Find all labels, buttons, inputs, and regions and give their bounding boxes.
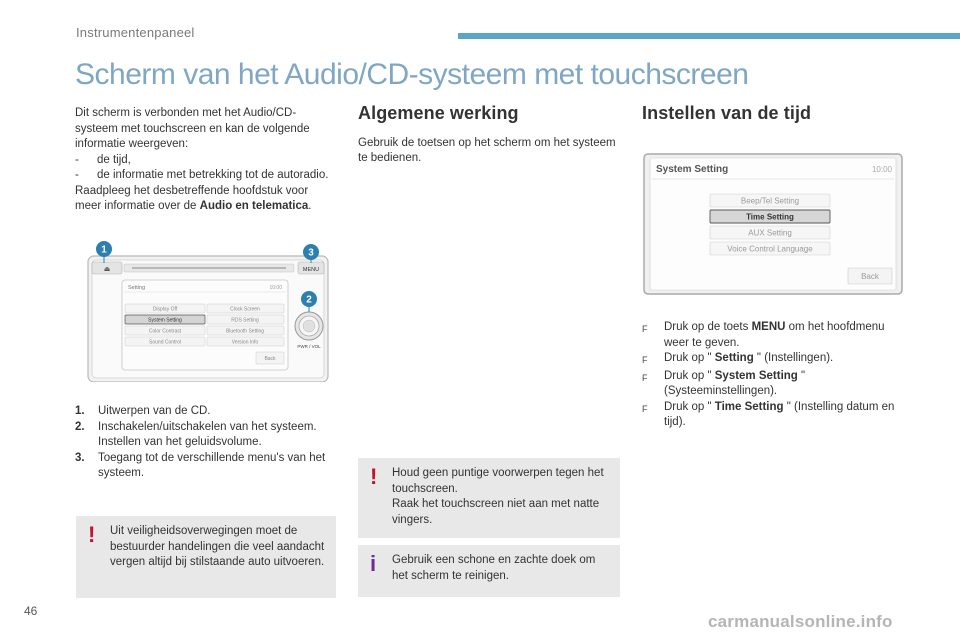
callout-3: 3 [308, 247, 314, 259]
watermark: carmanualsonline.info [708, 612, 893, 631]
step-item: F Druk op " System Setting " (Systeeminstellingen). [642, 369, 806, 397]
touchscreen-warning-note: ! Houd geen puntige voorwerpen tegen het touchscreen. Raak het touchscreen niet aan met natte vingers. [358, 458, 620, 538]
screen-button: Version Info [231, 339, 259, 346]
screen-title: System Setting [656, 164, 729, 175]
screen-option: AUX Setting [748, 228, 792, 238]
general-section [358, 103, 620, 167]
time-heading: Instellen van de tijd [642, 103, 812, 123]
screen-button: Color Contrast [148, 328, 182, 335]
legend-item: 3. Toegang tot de verschillende menu's van het systeem. [75, 451, 326, 479]
screen-title: Setting [128, 285, 146, 291]
intro-item: - de tijd, [75, 153, 131, 166]
callout-2: 2 [306, 294, 312, 306]
reference-chapter: Audio en telematica [199, 200, 309, 212]
intro-paragraph: Dit scherm is verbonden met het Audio/CD-systeem met touchscreen en kan de volgende informatie weergeven: [75, 107, 310, 150]
warning-icon: ! [370, 464, 378, 489]
step-item: F Druk op " Time Setting " (Instelling datum en tijd). [642, 400, 895, 428]
callout-legend [75, 404, 337, 482]
screen-time: 10:00 [269, 285, 282, 291]
general-text: Gebruik de toetsen op het scherm om het systeem te bedienen. [358, 136, 616, 164]
callout-1: 1 [101, 244, 107, 256]
screen-option: Beep/Tel Setting [740, 196, 800, 206]
screen-button: Display Off [152, 306, 178, 313]
warning-icon: ! [88, 522, 96, 547]
menu-key-label: MENU [302, 267, 320, 273]
screen-button-selected: System Setting [148, 317, 182, 324]
step-item: F Druk op " Setting " (Instellingen). [642, 352, 834, 365]
general-heading: Algemene werking [358, 103, 519, 123]
system-setting-screen-figure [642, 152, 904, 296]
time-section [642, 103, 907, 136]
time-steps [642, 320, 912, 431]
page-number: 46 [24, 604, 38, 618]
screen-time: 10:00 [871, 165, 892, 174]
screen-back-button: Back [861, 272, 879, 281]
intro-reference: Raadpleeg het desbetreffende hoofdstuk voor meer informatie over de Audio en telematica. [75, 184, 312, 212]
screen-button: Bluetooth Setting [225, 328, 265, 335]
screen-button: Sound Control [149, 339, 181, 346]
screen-button: RDS Setting [231, 317, 259, 324]
knob-label: PWR / VOL [297, 344, 321, 349]
intro-text [75, 106, 337, 215]
screen-back-button: Back [264, 356, 276, 362]
cleaning-info-note: i Gebruik een schone en zachte doek om het scherm te reinigen. [358, 545, 620, 597]
screen-button: Clock Screen [230, 306, 260, 313]
step-item: F Druk op de toets MENU om het hoofdmenu weer te geven. [642, 321, 885, 349]
screen-option: Voice Control Language [727, 244, 813, 254]
intro-item: - de informatie met betrekking tot de autoradio. [75, 169, 329, 181]
safety-warning-note: ! Uit veiligheidsoverwegingen moet de bestuurder handelingen die veel aandacht vergen altijd bij stilstaande auto uitvoeren. [76, 516, 336, 598]
screen-option-selected: Time Setting [746, 212, 794, 222]
info-icon: i [370, 551, 377, 576]
head-unit-figure [76, 240, 338, 382]
section-label: Instrumentenpaneel [76, 25, 195, 40]
header-bar [458, 33, 960, 39]
page-title: Scherm van het Audio/CD-systeem met touchscreen [75, 58, 749, 91]
svg-text:⏏: ⏏ [103, 265, 111, 273]
legend-item: 1. Uitwerpen van de CD. [75, 405, 211, 417]
legend-item: 2. Inschakelen/uitschakelen van het systeem. Instellen van het geluidsvolume. [75, 420, 317, 448]
